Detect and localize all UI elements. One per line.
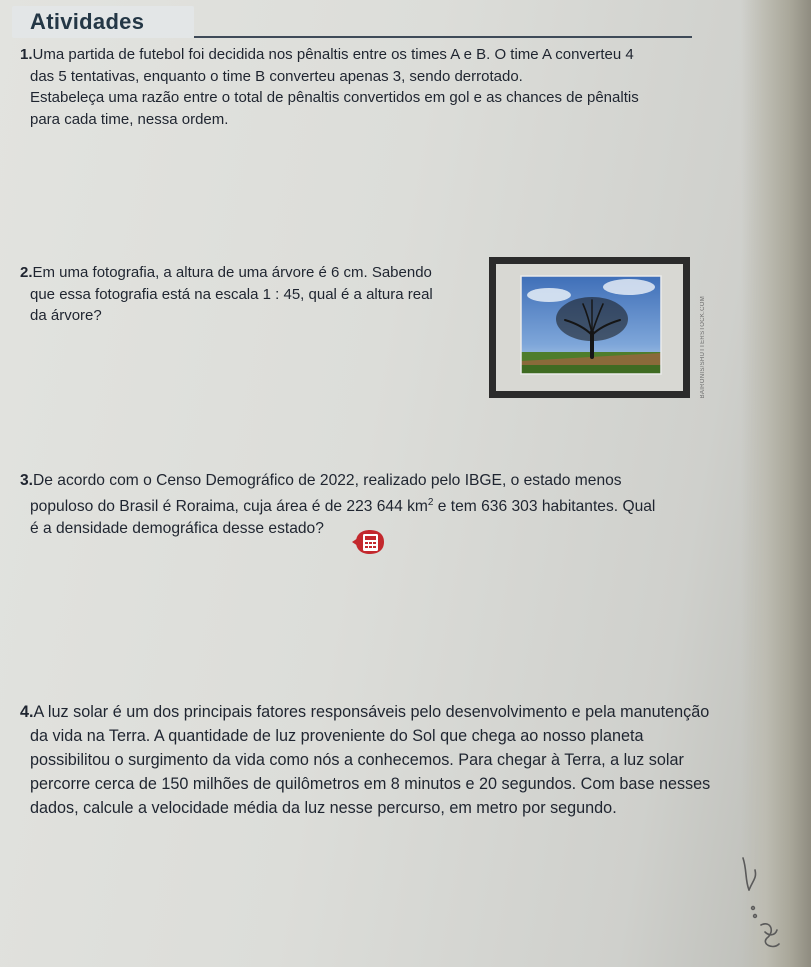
section-header bbox=[12, 6, 692, 40]
question-text-line: De acordo com o Censo Demográfico de 2022, realizado pelo IBGE, o estado menos bbox=[33, 472, 622, 489]
question-2 bbox=[20, 262, 470, 327]
question-number: 3. bbox=[20, 472, 34, 489]
question-text-line: para cada time, nessa ordem. bbox=[30, 110, 229, 128]
question-text-line: Estabeleça uma razão entre o total de pênaltis convertidos em gol e as chances de pênaltis bbox=[30, 89, 639, 106]
question-text-line: Uma partida de futebol foi decidida nos pênaltis entre os times A e B. O time A converteu 4 bbox=[32, 46, 634, 63]
superscript-exponent: 2 bbox=[427, 497, 434, 508]
framed-tree-photo bbox=[489, 257, 690, 398]
question-text-line: é a densidade demográfica desse estado? bbox=[30, 520, 324, 538]
header-rule bbox=[194, 36, 692, 38]
calculator-icon bbox=[352, 529, 388, 555]
question-text-line: Em uma fotografia, a altura de uma árvore é 6 cm. Sabendo bbox=[32, 264, 432, 281]
handwritten-scribble bbox=[735, 850, 795, 960]
photo-credit: BAIRONIS/SHUTTERSTOCK.COM bbox=[700, 296, 706, 399]
question-text-line: da vida na Terra. A quantidade de luz proveniente do Sol que chega ao nosso planeta bbox=[30, 727, 644, 745]
section-title: Atividades bbox=[30, 9, 145, 34]
question-text-line: possibilitou o surgimento da vida como nós a conhecemos. Para chegar à Terra, a luz solar bbox=[30, 751, 684, 769]
question-text-line: das 5 tentativas, enquanto o time B converteu apenas 3, sendo derrotado. bbox=[30, 67, 523, 85]
question-number: 4. bbox=[20, 703, 34, 721]
page-edge bbox=[741, 0, 811, 967]
question-number: 1. bbox=[20, 46, 33, 63]
question-1 bbox=[20, 44, 680, 130]
question-text-line: A luz solar é um dos principais fatores responsáveis pelo desenvolvimento e pela manutenção bbox=[33, 703, 710, 721]
question-text-line: que essa fotografia está na escala 1 : 45, qual é a altura real bbox=[30, 285, 433, 303]
question-text-line-tail: e tem 636 303 habitantes. Qual bbox=[433, 498, 656, 516]
question-text-line: dados, calcule a velocidade média da luz nesse percurso, em metro por segundo. bbox=[30, 799, 617, 817]
question-text-line: populoso do Brasil é Roraima, cuja área é de 223 644 km bbox=[30, 498, 428, 516]
question-text-line: percorre cerca de 150 milhões de quilômetros em 8 minutos e 20 segundos. Com base nesses bbox=[30, 775, 711, 793]
question-text-line: da árvore? bbox=[30, 307, 102, 324]
question-number: 2. bbox=[20, 264, 33, 281]
question-4 bbox=[20, 700, 750, 820]
